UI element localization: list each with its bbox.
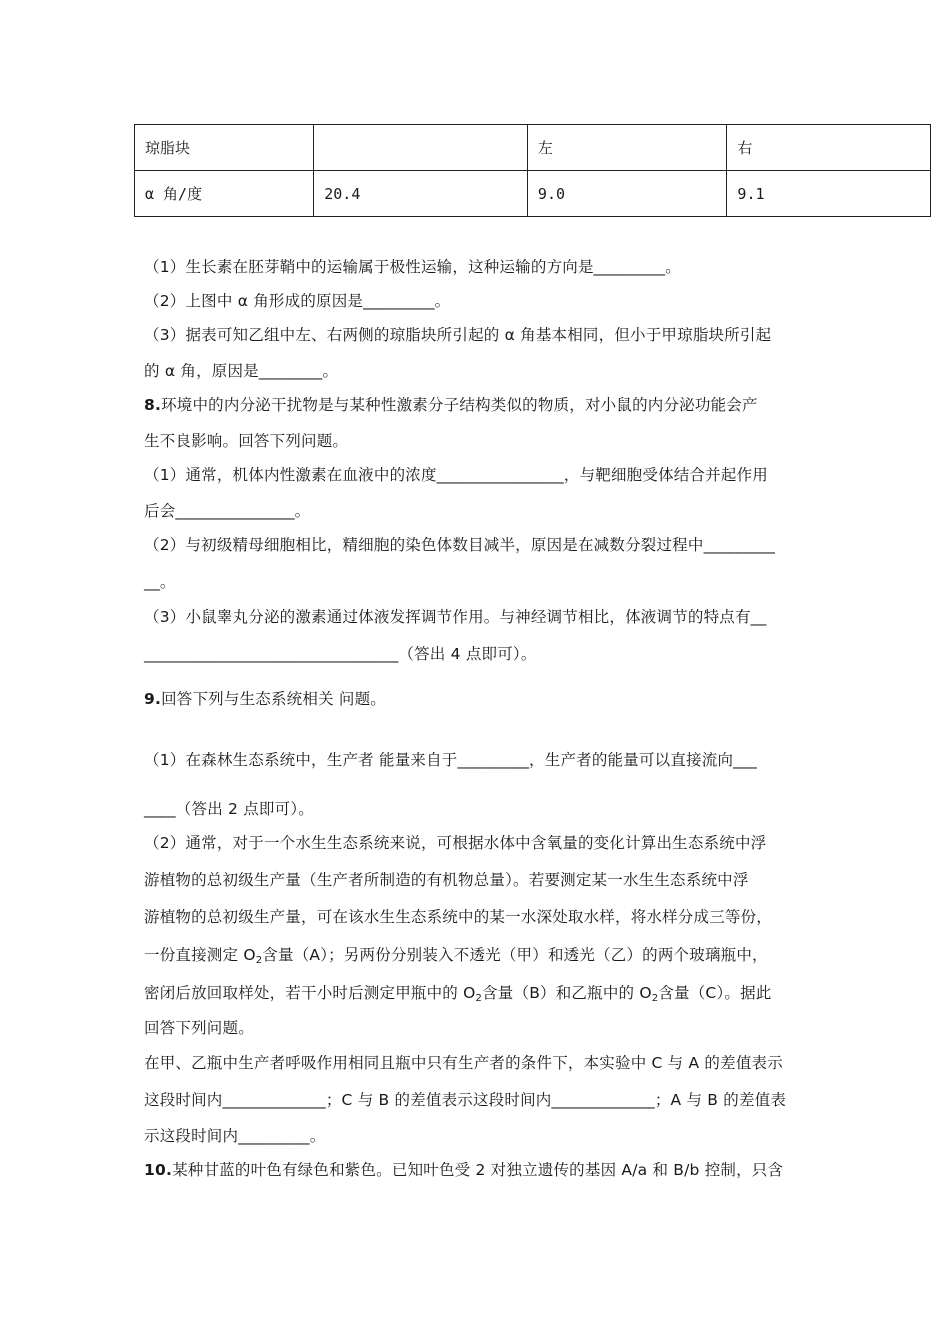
q9-part3-line3: 示这段时间内_________。 bbox=[144, 1127, 326, 1145]
q10-stem-text: 某种甘蓝的叶色有绿色和紫色。已知叶色受 2 对独立遗传的基因 A/a 和 B/b 控制，只含 bbox=[172, 1161, 784, 1179]
subscript: 2 bbox=[255, 955, 263, 966]
table-cell: 右 bbox=[727, 125, 931, 171]
q8-part3-line2: ________________________________（答出 4 点即可）。 bbox=[144, 645, 537, 663]
q8-stem-line2: 生不良影响。回答下列问题。 bbox=[144, 432, 349, 450]
q9-part2-line2: 游植物的总初级生产量（生产者所制造的有机物总量）。若要测定某一水生生态系统中浮 bbox=[144, 871, 749, 889]
q8-part3-line1: （3）小鼠睾丸分泌的激素通过体液发挥调节作用。与神经调节相比，体液调节的特点有__ bbox=[144, 608, 767, 626]
q9-part2-line4 bbox=[144, 944, 768, 972]
q9-stem-text: 回答下列与生态系统相关 问题。 bbox=[161, 690, 387, 708]
q8-part1-line2: 后会_______________。 bbox=[144, 502, 311, 520]
q9-part2-line1: （2）通常，对于一个水生生态系统来说，可根据水体中含氧量的变化计算出生态系统中浮 bbox=[144, 834, 767, 852]
table-cell: 琼脂块 bbox=[135, 125, 314, 171]
q9-number: 9. bbox=[144, 690, 162, 708]
q7-part2: （2）上图中 α 角形成的原因是_________。 bbox=[144, 292, 451, 310]
text-span: 密闭后放回取样处，若干小时后测定甲瓶中的 O bbox=[144, 984, 476, 1002]
text-span: 含量（B）和乙瓶中的 O bbox=[482, 984, 652, 1002]
q8-number: 8. bbox=[144, 396, 162, 414]
q9-stem bbox=[144, 688, 386, 710]
table-cell: α 角/度 bbox=[135, 171, 314, 217]
q10-number: 10. bbox=[144, 1161, 173, 1179]
text-span: 含量（A）；另两份分别装入不透光（甲）和透光（乙）的两个玻璃瓶中， bbox=[262, 946, 768, 964]
q9-part3-line2: 这段时间内_____________；C 与 B 的差值表示这段时间内_____________；A 与 B 的差值表 bbox=[144, 1091, 787, 1109]
q7-part1: （1）生长素在胚芽鞘中的运输属于极性运输，这种运输的方向是_________。 bbox=[144, 258, 681, 276]
q8-stem-text: 环境中的内分泌干扰物是与某种性激素分子结构类似的物质，对小鼠的内分泌功能会产 bbox=[161, 396, 758, 414]
data-table bbox=[134, 124, 931, 217]
text-span: 一份直接测定 O bbox=[144, 946, 256, 964]
table-cell: 20.4 bbox=[314, 171, 528, 217]
q8-part2-line1: （2）与初级精母细胞相比，精细胞的染色体数目减半，原因是在减数分裂过程中_________ bbox=[144, 536, 776, 554]
q9-part3-line1: 在甲、乙瓶中生产者呼吸作用相同且瓶中只有生产者的条件下，本实验中 C 与 A 的差值表示 bbox=[144, 1054, 783, 1072]
q9-part2-line5 bbox=[144, 982, 772, 1010]
subscript: 2 bbox=[651, 993, 659, 1004]
q7-part3-line1: （3）据表可知乙组中左、右两侧的琼脂块所引起的 α 角基本相同，但小于甲琼脂块所引起 bbox=[144, 326, 772, 344]
q8-stem-line1 bbox=[144, 394, 758, 416]
text-span: 含量（C）。据此 bbox=[658, 984, 772, 1002]
subscript: 2 bbox=[475, 993, 483, 1004]
table-row bbox=[135, 125, 931, 171]
q10-stem bbox=[144, 1159, 783, 1181]
q9-part2-line6: 回答下列问题。 bbox=[144, 1019, 254, 1037]
q9-part1-line2: ____（答出 2 点即可）。 bbox=[144, 800, 314, 818]
table-cell bbox=[314, 125, 528, 171]
table-cell: 左 bbox=[527, 125, 727, 171]
q7-part3-line2: 的 α 角，原因是________。 bbox=[144, 362, 339, 380]
table-cell: 9.0 bbox=[527, 171, 727, 217]
table-row bbox=[135, 171, 931, 217]
q8-part1-line1: （1）通常，机体内性激素在血液中的浓度________________，与靶细胞受体结合并起作用 bbox=[144, 466, 768, 484]
q8-part2-line2: __。 bbox=[144, 573, 176, 591]
q9-part2-line3: 游植物的总初级生产量，可在该水生生态系统中的某一水深处取水样，将水样分成三等份， bbox=[144, 908, 773, 926]
q9-part1-line1: （1）在森林生态系统中，生产者 能量来自于_________，生产者的能量可以直接流向___ bbox=[144, 751, 757, 769]
table-cell: 9.1 bbox=[727, 171, 931, 217]
